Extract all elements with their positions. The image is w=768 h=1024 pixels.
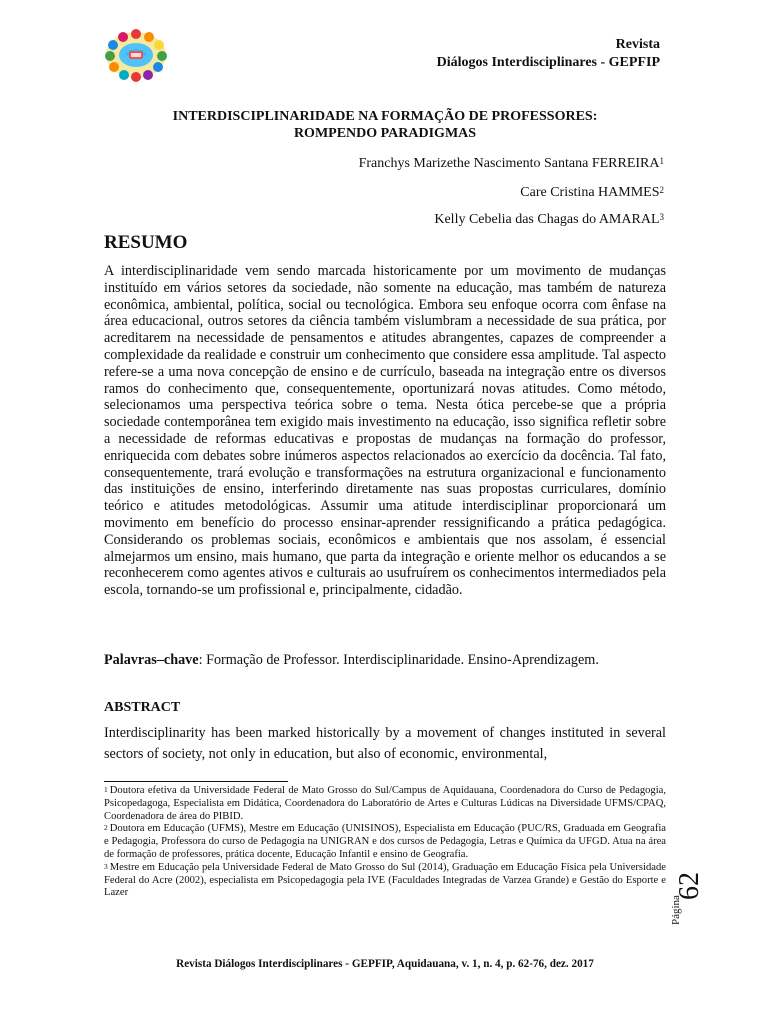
title-line-2: ROMPENDO PARADIGMAS xyxy=(293,126,477,141)
footnote-ref[interactable]: 1 xyxy=(659,156,664,166)
journal-name-line2: Diálogos Interdisciplinares - GEPFIP xyxy=(436,55,660,70)
author-1 xyxy=(359,155,664,172)
page-label: Página xyxy=(670,895,682,925)
journal-header xyxy=(437,36,660,72)
footnote-1 xyxy=(104,785,666,823)
resumo-heading: RESUMO xyxy=(104,232,188,253)
footnote-text: Doutora em Educação (UFMS), Mestre em Educação (UNISINOS), Especialista em Educação (PUC/RS, Graduada em Geografia e Pedagogia, Professora do curso de Pedagogia na UNIGRAN e dos cursos de Pedagogia, Letras e Química da UFGD. Atua na área de formação de professores, prática docente, Educação Infantil e ensino de Geografia. xyxy=(104,823,666,860)
title-line-1: INTERDISCIPLINARIDADE NA FORMAÇÃO DE PROFESSORES: xyxy=(172,109,598,124)
author-3 xyxy=(434,211,664,228)
abstract-heading: ABSTRACT xyxy=(104,700,181,715)
footnote-text: Doutora efetiva da Universidade Federal de Mato Grosso do Sul/Campus de Aquidauana, Coordenadora do Curso de Pedagogia, Psicopedagoga, Especialista em Didática, Coordenadora do Laboratório de Artes e Culturas Lúdicas na Diversidade UFMS/CPAQ, Coordenadora de área do PIBID. xyxy=(104,785,666,822)
footnotes xyxy=(104,785,666,900)
author-name: Care Cristina HAMMES xyxy=(520,185,660,200)
footnote-ref[interactable]: 3 xyxy=(659,212,664,222)
article-title xyxy=(104,108,666,142)
page-footer: Revista Diálogos Interdisciplinares - GEPFIP, Aquidauana, v. 1, n. 4, p. 62-76, dez. 2017 xyxy=(176,958,594,970)
footnote-mark: 1 xyxy=(104,785,108,794)
footnote-mark: 2 xyxy=(104,823,108,833)
author-name: Kelly Cebelia das Chagas do AMARAL xyxy=(434,212,660,227)
author-name: Franchys Marizethe Nascimento Santana FERREIRA xyxy=(358,156,660,171)
abstract-text: Interdisciplinarity has been marked historically by a movement of changes instituted in several sectors of society, not only in education, but also of economic, environmental, xyxy=(104,725,666,762)
keywords xyxy=(104,652,666,669)
journal-name-line1: Revista xyxy=(615,37,660,52)
footnote-text: Mestre em Educação pela Universidade Federal de Mato Grosso do Sul (2014), Graduação em Educação Física pela Universidade Federal do Acre (2002), especialista em Psicopedagogia pela IVE (Faculdades Integradas de Varzea Grande) e Gestão do Esporte e Lazer xyxy=(104,861,666,899)
resumo-text: A interdisciplinaridade vem sendo marcada historicamente por um movimento de mudanças instituído em vários setores da sociedade, não somente na educação, mas também de natureza econômica, ambiental, política, social ou tecnológica. Embora seu enfoque ocorra com ênfase na área educacional, outros setores da ciência também vislumbram a necessidade de sua prática, por acreditarem na necessidade de pensamentos e atitudes abrangentes, capazes de compreender a complexidade da realidade e construir um conhecimento que considere essa amplitude. Tal aspecto refere-se a uma nova concepção de ensino e de currículo, baseada na integração entre os diversos ramos do conhecimento que, consequentemente, oportunizará novas atitudes. Como método, selecionamos uma perspectiva teórica sobre o tema. Nesta ótica percebe-se que a própria sociedade contemporânea tem exigido mais investimento na educação, isso significa refletir sobre a necessidade de reformas educativas e propostas de mudanças na formação do professor, enriquecida com debates sobre inúmeros aspectos relacionados ao exercício da docência. Tal fato, consequentemente, trará evolução e transformações na estrutura organizacional e funcionamento das instituições de ensino, interferindo diretamente nas suas propostas curriculares, domínio teórico e atitudes metodológicas. Assumir uma atitude interdisciplinar proporcionará um movimento em benefício do processo ensinar-aprender ressignificando a prática pedagógica. Considerando os problemas sociais, econômicos e ambientais que nos assolam, é essencial almejarmos um ensino, mais humano, que parta da integração e oriente melhor os educandos a se reconhecerem como agentes ativos e culturais ao usufruírem os conhecimentos intermediados pela escola, tornando-se um profissional e, principalmente, cidadão. xyxy=(104,263,666,599)
footnote-3 xyxy=(104,862,666,900)
author-2 xyxy=(520,184,664,201)
keywords-text: : Formação de Professor. Interdisciplinaridade. Ensino-Aprendizagem. xyxy=(198,652,599,668)
journal-logo xyxy=(103,28,169,82)
page-number: 62 xyxy=(674,872,705,900)
keywords-label: Palavras–chave xyxy=(104,652,199,668)
footnote-divider xyxy=(104,781,288,782)
footnote-ref[interactable]: 2 xyxy=(659,185,664,195)
footnote-2 xyxy=(104,823,666,861)
footnote-mark: 3 xyxy=(104,861,108,871)
